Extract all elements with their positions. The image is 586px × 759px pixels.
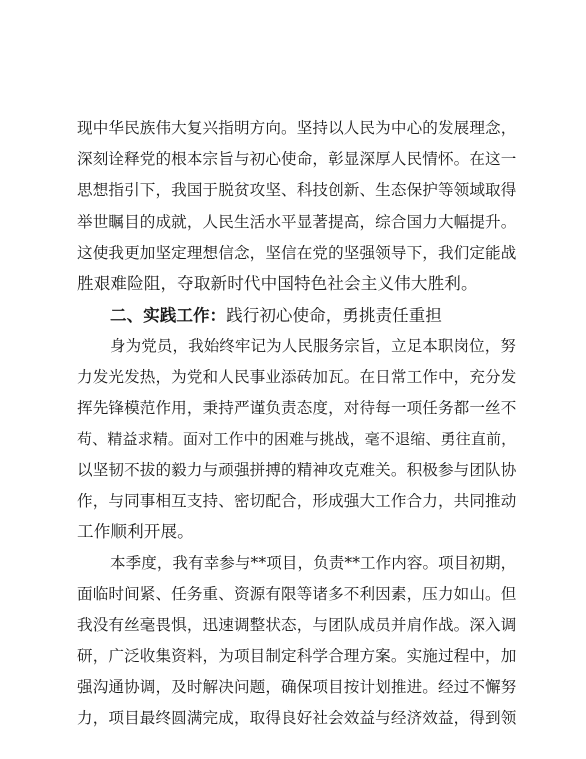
paragraph-line: 思想指引下，我国于脱贫攻坚、科技创新、生态保护等领域取得	[77, 181, 517, 199]
paragraph-line: 苟、精益求精。面对工作中的困难与挑战，毫不退缩、勇往直前，	[77, 430, 517, 448]
paragraph-line: 作，与同事相互支持、密切配合，形成强大工作合力，共同推动	[77, 492, 517, 510]
paragraph-line: 以坚韧不拔的毅力与顽强拼搏的精神攻克难关。积极参与团队协	[77, 461, 517, 479]
paragraph-line: 现中华民族伟大复兴指明方向。坚持以人民为中心的发展理念，	[77, 119, 517, 137]
paragraph-line: 本季度，我有幸参与**项目，负责**工作内容。项目初期，	[110, 554, 517, 572]
paragraph-line: 这使我更加坚定理想信念，坚信在党的坚强领导下，我们定能战	[77, 244, 517, 262]
paragraph-line: 研，广泛收集资料，为项目制定科学合理方案。实施过程中，加	[77, 647, 517, 665]
section-heading-number: 二、实践工作：	[110, 305, 227, 325]
section-heading-text: 践行初心使命，勇挑责任重担	[226, 306, 442, 325]
paragraph-line: 胜艰难险阻，夺取新时代中国特色社会主义伟大胜利。	[77, 274, 478, 293]
paragraph-line: 强沟通协调，及时解决问题，确保项目按计划推进。经过不懈努	[77, 678, 517, 696]
paragraph-line: 深刻诠释党的根本宗旨与初心使命，彰显深厚人民情怀。在这一	[77, 150, 517, 168]
paragraph-line: 我没有丝毫畏惧，迅速调整状态，与团队成员并肩作战。深入调	[77, 616, 517, 634]
paragraph-line: 面临时间紧、任务重、资源有限等诸多不利因素，压力如山。但	[77, 585, 517, 603]
paragraph-line: 举世瞩目的成就，人民生活水平显著提高，综合国力大幅提升。	[77, 213, 517, 231]
paragraph-line: 身为党员，我始终牢记为人民服务宗旨，立足本职岗位，努	[110, 337, 517, 355]
section-heading	[110, 304, 442, 327]
paragraph-line: 力，项目最终圆满完成，取得良好社会效益与经济效益，得到领	[77, 709, 517, 727]
paragraph-line: 工作顺利开展。	[77, 522, 194, 541]
paragraph-line: 挥先锋模范作用，秉持严谨负责态度，对待每一项任务都一丝不	[77, 399, 517, 417]
paragraph-line: 力发光发热，为党和人民事业添砖加瓦。在日常工作中，充分发	[77, 368, 517, 386]
